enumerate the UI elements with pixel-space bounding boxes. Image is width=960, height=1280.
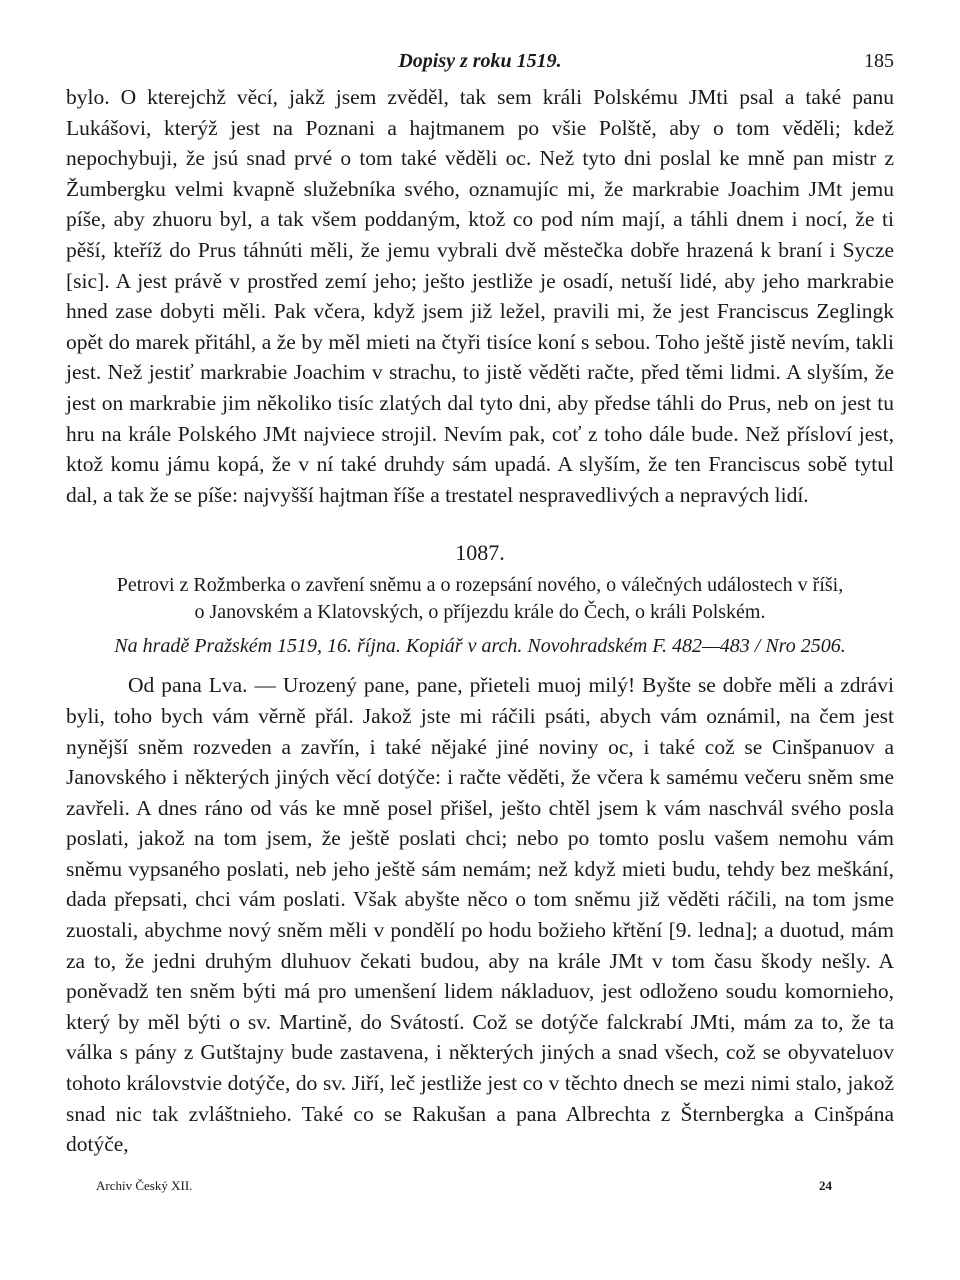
document-source: Na hradě Pražském 1519, 16. října. Kopiář v arch. Novohradském F. 482—483 / Nro 2506. xyxy=(114,635,846,658)
page-footer xyxy=(96,1178,832,1202)
document-summary xyxy=(66,572,894,626)
running-head xyxy=(66,48,894,82)
page xyxy=(66,48,894,1160)
document-summary-line-2: o Janovském a Klatovských, o příjezdu krále do Čech, o králi Polském. xyxy=(194,601,766,624)
sheet-number: 24 xyxy=(819,1178,832,1193)
paragraph-continuation: bylo. O kterejchž věcí, jakž jsem zvěděl, tak sem králi Polskému JMti psal a také panu Lukášovi, kterýž jest na Poznani a hajtmanem po všie Polště, aby o tom věděli; kdež nepochybuji, že jsú snad prvé o tom také věděli oc. Než tyto dni poslal ke mně pan mistr z Žumbergku velmi kvapně služebníka svého, oznamujíc mi, že markrabie Joachim JMt jemu píše, aby zhuoru byl, a tak všem poddaným, ktož co pod ním mají, a táhli dnem i nocí, že ti pěší, kteříž do Prus táhnúti měli, že jemu vybrali dvě městečka dobře hrazená k braní i Sycze [sic]. A jest právě v prostřed zemí jeho; ješto jestliže je osadí, netuší lidé, aby jeho markrabie hned zase dobyti měli. Pak včera, když jsem již ležel, pravili mi, že jest Franciscus Zeglingk opět do marek přitáhl, a že by měl mieti na čtyři tisíce koní s sebou. Toho ještě jistě nevím, takli jest. Než jestiť markrabie Joachim v strachu, to jistě věděti račte, před těmi lidmi. A slyším, že jest on markrabie jim několiko tisíc zlatých dal tyto dni, aby předse táhli do Prus, neb on jest tu hru na krále Polského JMt najviece strojil. Nevím pak, coť z toho dále bude. Než přísloví jest, ktož komu jámu kopá, že v ní také druhdy sám upadá. A slyším, že ten Franciscus sobě tytul dal, a tak že se píše: najvyšší hajtman říše a trestatel nespravedlivých a nepravých lidí. xyxy=(66,85,894,507)
body-text xyxy=(66,82,894,1160)
document-number: 1087. xyxy=(455,540,505,566)
signature-mark: Archiv Český XII. xyxy=(96,1178,193,1193)
page-number: 185 xyxy=(864,50,894,72)
document-summary-line-1: Petrovi z Rožmberka o zavření sněmu a o rozepsání nového, o válečných událostech v říši, xyxy=(116,574,844,597)
letter-paragraph: Od pana Lva. — Urozený pane, pane, přieteli muoj milý! Byšte se dobře měli a zdrávi byli, toho bych vám věrně přál. Jakož jste mi ráčili psáti, abych vám oznámil, na čem jest nynější sněm rozveden a zavřín, i také nějaké jiné noviny oc, i také což se Cinšpanuov a Janovského i některých jiných věcí dotýče: i račte věděti, že včera k samému večeru sněm sme zavřeli. A dnes ráno od vás ke mně posel přišel, ješto chtěl jsem k vám naschvál svého posla poslati, jakož na tom jsem, že ještě poslati chci; nebo po tomto poslu vašem nemohu vám sněmu vypsaného poslati, neb jeho ještě sám nemám; než když mieti budu, tehdy bez meškání, dada přepsati, chci vám poslati. Však abyšte něco o tom sněmu již věděti ráčili, na tom jsme zuostali, abychme nový sněm měli v pondělí po hodu božieho křtění [9. ledna]; a duotud, mám za to, že jedni druhým dluhuov čekati budou, aby na krále JMt v tom času škody nešly. A poněvadž ten sněm býti má pro umenšení lidem nákladuov, jest odloženo soudu komornieho, který by měl býti o sv. Martině, do Svátostí. Což se dotýče falckrabí JMti, mám za to, že ta válka s pány z Gutštajny bude zastavena, i některých jiných a snad všech, což se obyvateluov tohoto královstvie dotýče, do sv. Jiří, leč jestliže jest co v těchto dnech se mezi nimi stalo, jakož snad nic tak zvláštnieho. Také co se Rakušan a pana Albrechta z Šternbergka a Cinšpána dotýče, xyxy=(66,673,894,1157)
running-title: Dopisy z roku 1519. xyxy=(398,50,562,72)
